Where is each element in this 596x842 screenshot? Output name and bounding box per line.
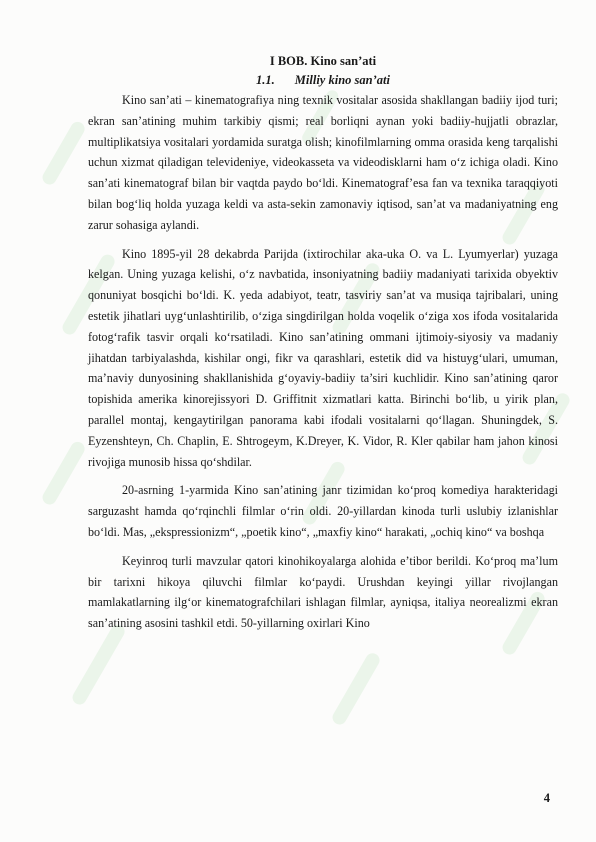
paragraph-1: Kino san’ati – kinematografiya ning texnik vositalar asosida shakllangan badiiy ijod turi; ekran san’atining muhim tarkibiy qismi; real borliqni aynan yoki badiiy-hujjatli obrazlar, multiplikatsiya vositalari yordamida suratga olish; kinofilmlarning omma orasida keng tarqalishi uchun xizmat qiladigan televideniye, videokasseta va videodisklarni ham oʻz ichiga oladi. Kino san’ati kinematograf bilan bir vaqtda paydo boʻldi. Kinematografʼesa fan va texnika taraqqiyoti bilan bogʻliq holda yuzaga keldi va asta-sekin zamonaviy iqtisod, san’at va madaniyatning eng zarur sohasiga aylandi. bbox=[88, 93, 558, 232]
document-body bbox=[88, 52, 558, 642]
page-number: 4 bbox=[543, 791, 550, 805]
chapter-title: I BOB. Kino san’ati bbox=[269, 54, 377, 68]
section-title: Milliy kino san’ati bbox=[294, 73, 390, 87]
section-number: 1.1. bbox=[256, 73, 275, 87]
section-heading bbox=[88, 70, 558, 90]
paragraph-2: Kino 1895-yil 28 dekabrda Parijda (ixtirochilar aka-uka O. va L. Lyumyerlar) yuzaga kelgan. Uning yuzaga kelishi, oʻz navbatida, insoniyatning badiiy madaniyati tarixida obyektiv qonuniyat bosqichi boʻldi. K. yeda adabiyot, teatr, tasviriy san’at va musiqa tajribalari, uning estetik jihatlari uygʻunlashtirilib, oʻziga singdirilgan holda voqelik oʻziga xos ifoda vositalarida fotogʻrafik tasvir orqali koʻrsatiladi. Kino san’atining ommani ijtimoiy-siyosiy va madaniy jihatdan tarbiyalashda, kishilar ongi, fikr va qarashlari, estetik did va histuygʻulari, umuman, ma’naviy dunyosining shakllanishida gʻoyaviy-badiiy ta’siri kuchlidir. Kino san’atining qaror topishida amerika kinorejissyori D. Griffitnit xizmatlari katta. Birinchi boʻlib, u yirik plan, parallel montaj, kengaytirilgan panorama kabi ifodali vositalarni qoʻllagan. Shuningdek, S. Eyzenshteyn, Ch. Chaplin, E. Shtrogeym, K.Dreyer, K. Vidor, R. Kler qabilar ham jahon kinosi rivojiga munosib hissa qoʻshdilar. bbox=[88, 246, 558, 469]
paragraph-4: Keyinroq turli mavzular qatori kinohikoyalarga alohida e’tibor berildi. Koʻproq ma’lum bir tarixni hikoya qiluvchi filmlar koʻpaydi. Urushdan keyingi yillar rivojlangan mamlakatlarning ilgʻor kinematografchilari ishlagan filmlar, ayniqsa, italiya neorealizmi ekran san’atining asosini tashkil etdi. 50-yillarning oxirlari Kino bbox=[88, 553, 558, 631]
paragraph-3: 20-asrning 1-yarmida Kino san’atining janr tizimidan koʻproq komediya harakteridagi sarguzasht hamda qoʻrqinchli filmlar oʻrin oldi. 20-yillardan kinoda turli uslubiy izlanishlar boʻldi. Mas, „ekspressionizm“, „poetik kino“, „maxfiy kino“ harakati, „ochiq kino“ va boshqa bbox=[88, 483, 558, 539]
